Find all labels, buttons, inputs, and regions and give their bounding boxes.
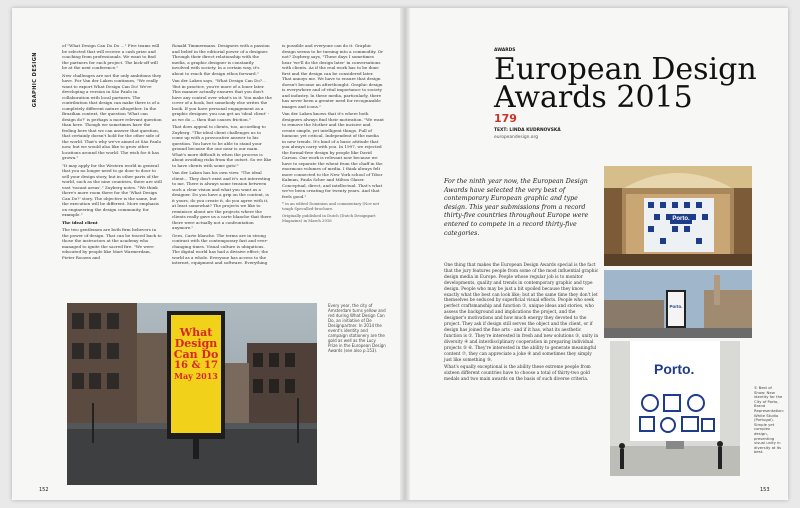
paragraph: That does appeal to clients, too, according to Zuyberg. "The ideal client challenges us to come up with a provocative answer to his question. You have to be able to stand your ground because the one near is our main. What's more difficult is when the process is about avoiding risks from the outset. So we like to have clients with some guts!" [172,124,272,168]
article-title [494,52,764,115]
poster-line: What [179,326,213,339]
magazine-spread [12,8,788,500]
section-label: AWARDS [494,48,516,53]
text-column-2 [172,43,272,268]
author-site: europeandesign.org [494,135,539,140]
paragraph: Van der Laken knows that it's where both designers always find their motivation. "We want to remove the Mother and the incisive and create simple, yet intelligent things. Full of humour, yet critical. Independent of the media in new trends. It's kind of a basic attitude that you always carry with you. In 1997, we rejected the formal-free design by people like David Carson. Our work is relevant now because we have to separate the wheat from the chaff in the enormous volumes of media. I think always felt more connected to the New York school of Tibor Kalman, Paula Scher and Milton Glaser. Conceptual, direct, and intellectual. That's what we've been creating for twenty years. And that feels good." [282,111,384,199]
poster-photo [610,341,740,476]
paragraph: Van der Laken has his own view. "The ideal client... They don't exist and it's not interesting to me. There is always some tension between such a clear vision and what you want as a designer. Do you have a grip on the content, is it yours, do you create it, do you agree with it, at least somewhat? The projects we like to reminisce about are the projects where the clients really gave us a carte blanche that there there were actually not a confrontation anymore." [172,170,272,230]
gutter [400,8,410,500]
issue-number: 179 [494,112,517,125]
porto-poster-label: Porto. [669,304,683,309]
porto-poster-wordmark: Porto. [654,361,695,377]
source-note: Originally published in Dutch (Dutch Designpart Magazine) in March 2016 [282,213,376,223]
paragraph: One thing that makes the European Design Awards special is the fact that the jury features people from some of the most influential graphic design media in Europe. People whose regular job is to monitor developments, quality and trends in contemporary graphic and type design. People who may be just a bit spoiled because they know exactly what the best can look like; but at the same time they don't let themselves be seduced by superficial visual effects. People who seek perfect craftsmanship and function ①, unique ideas and stories, who assess the background and implications the project, and the designer's motivations and how much energy they devoted to the project. They ask if design still serves the object and the client, or if design has joined the fine arts - and if it has, what its aesthetic function is ②. They're interested in fresh and new solutions ③, unity in diversity ④ and interdisciplinary cooperation in preparing individual projects ⑤ ⑥. They're interested in the ability to generate meaningful content ⑦, they can appreciate a joke ⑧ and sometimes they simply just like something ⑨. [444,263,599,363]
paragraph: What's equally exceptional is the ability these extreme people from sixteen different countries have to choose a total of thirty-two gold medals and two main awards on the basis of such diverse criteria. [444,365,591,383]
photo-caption: Every year, the city of Amsterdam turns yellow and red during What Design Can Do, an initiative of De Designpartner. In 2014 the event's identity and campaign stationery are the gold as well as the Lucy Prize in the European Design Awards (see also p.153). [328,303,386,353]
body-column [444,263,599,385]
paragraph: of "What Design Can Do Do ..." Five teams will be selected that will receive a cash prize and coaching from professionals. We want to find the partners for each project. The kick-off will be at the next conference." [62,43,160,70]
paragraph: Ronald Timmermans. Designers with a passion and belief in the editorial power of a designer. Through their direct relationship with the media, a graphic designer is constantly involved with society. In a certain way, it's about to reach the design ethos forward." [172,43,270,76]
poster-line: May 2013 [174,371,218,381]
paragraph: Van der Laken says, "What Design Can Do?... 'But in practice, you're more of a loner later. This manner actually ensures that you don't have any control over what's in it. You make the cover of a book, but somebody else writes the book. If you have personal engagement as a graphic designer, you can get an 'ideal client' - as we do — then that causes friction." [172,78,272,122]
paragraph: New challenges are not the only ambitions they have. For Van der Laken continues, "We really want to export What Design Can Do! We're developing a version in São Paulo in collaboration with local partners. The contribution that design can make there is of a completely different nature altogether. In the Brazilian context, the question 'What can design do?' is perhaps a more relevant question than here. Though we sometimes have the feeling here that we can answer that question, that certainly doesn't hold for the other side of the world. That's why we've aimed at São Paulo now, but we would also like to grow other locations around the world. The wish for it has grown." [62,72,162,160]
page-number: 153 [760,487,770,493]
paragraph: Gees, Carte blanche. The terms are in strong contrast with the contemporary fast and ever-changing times. Visual culture is ubiquitous. The digital world has had a divisive effect; the world as a whole. Everyone has access to the internet, equipment and software. Everything [172,232,269,265]
poster-text [173,327,219,382]
porto-logo: Porto. [670,214,692,224]
author-credit: TEXT: LINDA KUDRNOVSKÁ [494,128,561,133]
poster-line: Can Do [173,348,219,361]
text-column-1 [62,43,162,262]
photo-caption: ① Best of Show: New identity for the City of Porto, Brand Representation: White Studio (Portugal). Simple yet complex design, presenting visual unity in diversity at its best. [754,385,785,455]
paragraph: is possible and everyone can do it. Graphic design seems to be turning into a commodity. Or not? Zuyberg says, "These days I sometimes hear 'we'll do the design later' in conversations with clients. As if the real work has to be done first and the design can be considered later. That annoys me. We have to ensure that design doesn't become an afterthought. Graphic design is everywhere and of vital importance to society and industry. In these media, particularly, there has never been a greater need for recognizable images and icons." [282,43,384,109]
paragraph: The two gentlemen are both firm believers in the power of design. That can be traced back to those the instructors at the academy who managed to ignite the sacred fire. "We were educated by people like Mart Warmerdam, Pieter Roozen and [62,227,162,260]
subheading: The ideal client [62,219,98,225]
footnote: * in an edited Dominion and commentary (Nov net tough Speculled-brochure. [282,201,380,211]
text-column-3 [282,43,384,225]
title-line: European Design [494,52,757,87]
poster-line: Design [174,337,218,350]
street-photo [67,303,317,485]
poster-line: 16 & 17 [174,360,218,371]
city-photo [604,270,752,338]
hall-photo [604,166,752,266]
section-label: GRAPHIC DESIGN [32,52,38,108]
page-number: 152 [39,487,49,493]
intro-paragraph: For the ninth year now, the European Design Awards have selected the very best of contemporary European graphic and type design. This year submissions from a record thirty-five countries throughout Europe were entered to compete in a record thirty-five categories. [444,178,589,237]
title-line: Awards 2015 [494,80,693,115]
paragraph: "It may apply for the Western world in general that you no longer need to go door to door to sell your design story, but in other parts of the world, such as the nine countries, there are still vast 'vacant areas'," Zuyberg notes. "We think there's more room there for the 'What Design Can Do?' story. The objective is the same, but the execution will be different. More emphasis on engineering the design community, for example." [62,162,162,217]
